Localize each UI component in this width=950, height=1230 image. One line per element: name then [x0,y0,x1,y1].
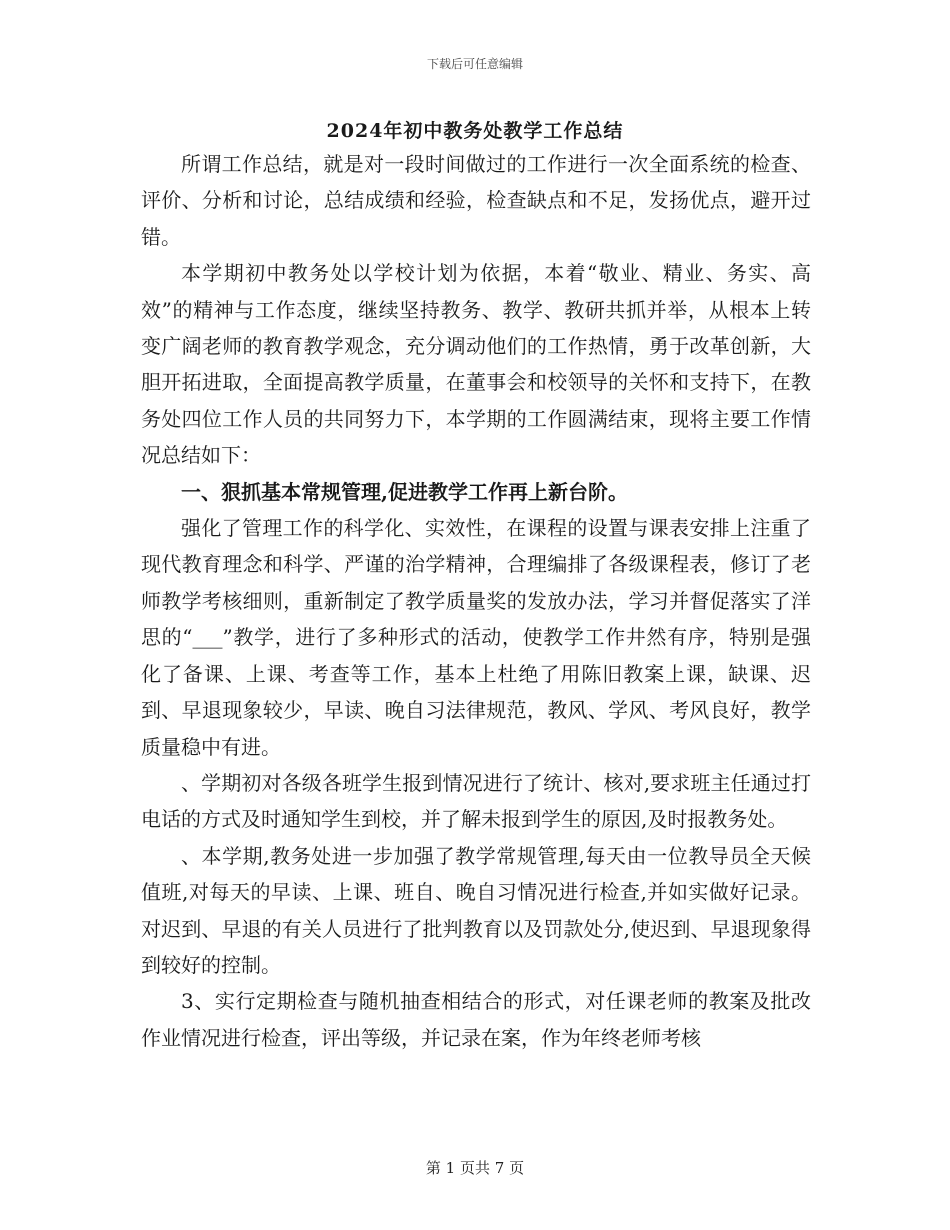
paragraph-overview: 本学期初中教务处以学校计划为依据，本着“敬业、精业、务实、高效”的精神与工作态度，继续坚持教务、教学、教研共抓并举，从根本上转变广阔老师的教育教学观念，充分调动他们的工作热情，勇于改革创新，大胆开拓进取，全面提高教学质量，在董事会和校领导的关怀和支持下，在教务处四位工作人员的共同努力下，本学期的工作圆满结束，现将主要工作情况总结如下： [141,261,811,468]
paragraph-duty: 、本学期,教务处进一步加强了教学常规管理,每天由一位教导员全天候值班,对每天的早读、上课、班自、晚自习情况进行检查,并如实做好记录。对迟到、早退的有关人员进行了批判教育以及罚款处分,使迟到、早退现象得到较好的控制。 [141,843,811,977]
paragraph-registration: 、学期初对各级各班学生报到情况进行了统计、核对,要求班主任通过打电话的方式及时通知学生到校，并了解未报到学生的原因,及时报教务处。 [141,770,811,832]
paragraph-management: 强化了管理工作的科学化、实效性，在课程的设置与课表安排上注重了现代教育理念和科学、严谨的治学精神，合理编排了各级课程表，修订了老师教学考核细则，重新制定了教学质量奖的发放办法，学习并督促落实了洋思的“___”教学，进行了多种形式的活动，使教学工作井然有序，特别是强化了备课、上课、考查等工作，基本上杜绝了用陈旧教案上课，缺课、迟到、早退现象较少，早读、晚自习法律规范，教风、学风、考风良好，教学质量稳中有进。 [141,516,811,759]
document-title: 2024年初中教务处教学工作总结 [326,120,624,142]
paragraph-intro: 所谓工作总结，就是对一段时间做过的工作进行一次全面系统的检查、评价、分析和讨论，总结成绩和经验，检查缺点和不足，发扬优点，避开过错。 [141,152,811,249]
document-body [141,146,811,1056]
paragraph-inspection: 3、实行定期检查与随机抽查相结合的形式，对任课老师的教案及批改作业情况进行检查，评出等级，并记录在案，作为年终老师考核 [141,989,811,1050]
page-footer: 第 1 页共 7 页 [425,1159,525,1177]
header-note: 下载后可任意编辑 [426,57,523,71]
section-heading: 一、狠抓基本常规管理,促进教学工作再上新台阶。 [181,479,628,504]
